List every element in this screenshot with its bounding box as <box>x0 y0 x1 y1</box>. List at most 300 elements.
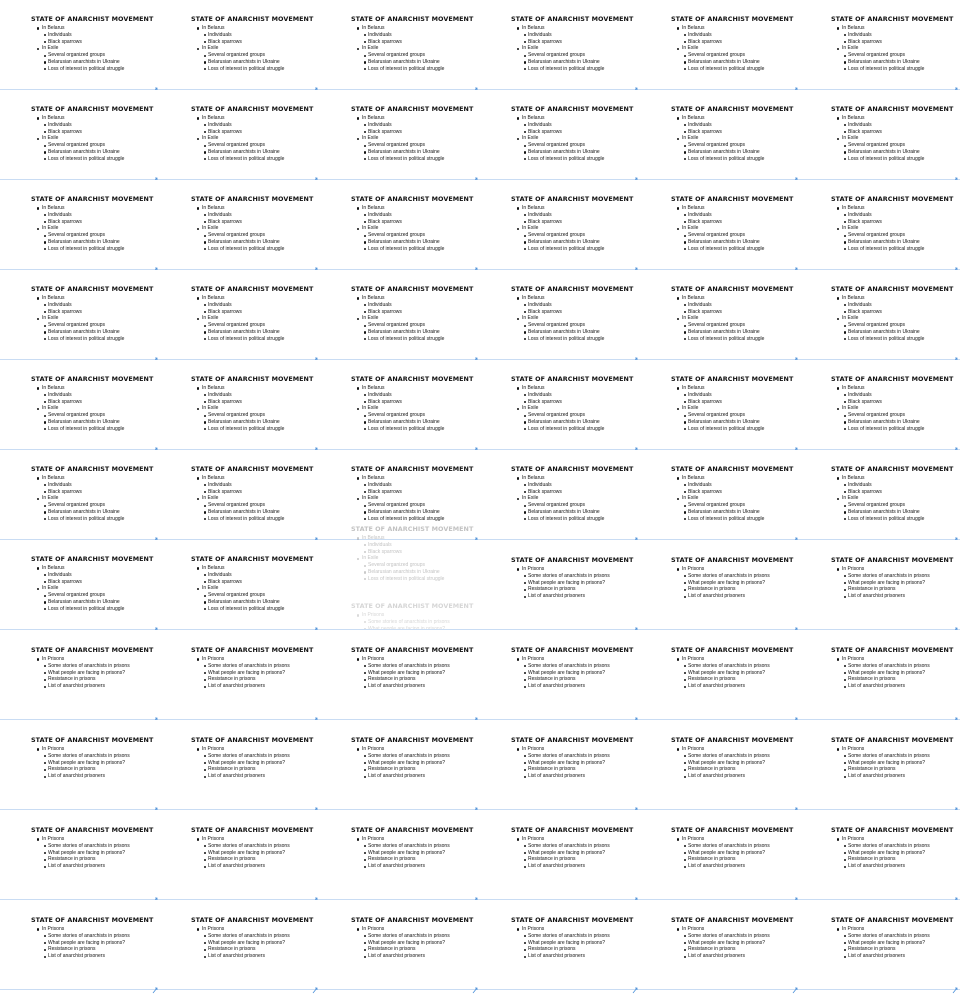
slide-title: STATE OF ANARCHIST MOVEMENT <box>831 465 954 473</box>
link-mark-icon <box>792 261 798 268</box>
slide-thumbnail[interactable] <box>480 360 640 450</box>
slide-thumbnail[interactable] <box>480 450 640 540</box>
slide-thumbnail[interactable] <box>640 630 800 720</box>
slide-thumbnail[interactable] <box>160 450 320 540</box>
bullet-list <box>191 295 319 343</box>
link-mark-icon <box>152 801 158 808</box>
slide-divider <box>0 989 160 990</box>
slide-thumbnail[interactable] <box>480 180 640 270</box>
sub-bullet-item: What people are facing in prisons? <box>42 670 159 677</box>
sub-bullet-item: What people are facing in prisons? <box>362 850 479 857</box>
sub-bullet-list <box>202 502 319 522</box>
sub-bullet-item: Some stories of anarchists in prisons <box>842 753 959 760</box>
slide-thumbnail[interactable] <box>640 0 800 90</box>
sub-bullet-item: Loss of interest in political struggle <box>362 576 479 583</box>
sub-bullet-item: Loss of interest in political struggle <box>362 336 479 343</box>
slide-thumbnail[interactable] <box>480 540 640 630</box>
sub-bullet-item: Black sparrows <box>42 489 159 496</box>
slide-thumbnail[interactable] <box>320 900 480 990</box>
link-mark-icon <box>952 81 958 88</box>
slide-thumbnail[interactable] <box>320 270 480 360</box>
slide-thumbnail[interactable] <box>800 360 960 450</box>
sub-bullet-list <box>362 482 479 496</box>
sub-bullet-list <box>202 142 319 162</box>
sub-bullet-item: Individuals <box>202 302 319 309</box>
slide-content <box>831 916 959 960</box>
sub-bullet-item: Individuals <box>42 392 159 399</box>
bullet-list <box>31 385 159 433</box>
slide-content <box>351 736 479 780</box>
sub-bullet-list <box>362 122 479 136</box>
slide-thumbnail[interactable] <box>640 540 800 630</box>
bullet-label: In Prisons <box>362 656 385 662</box>
bullet-list <box>191 656 319 690</box>
bullet-item <box>191 565 319 585</box>
sub-bullet-item: What people are facing in prisons? <box>682 670 799 677</box>
sub-bullet-list <box>362 232 479 252</box>
slide-thumbnail[interactable] <box>160 630 320 720</box>
sub-bullet-list <box>682 122 799 136</box>
sub-bullet-item: Some stories of anarchists in prisons <box>42 753 159 760</box>
slide-content <box>31 465 159 523</box>
sub-bullet-item: Several organized groups <box>362 562 479 569</box>
bullet-label: In Exile <box>842 495 859 502</box>
bullet-label: In Belarus <box>42 205 65 211</box>
bullet-list <box>671 25 799 73</box>
bullet-label: In Exile <box>202 45 219 52</box>
sub-bullet-item: Individuals <box>42 572 159 579</box>
slide-thumbnail[interactable] <box>0 270 160 360</box>
sub-bullet-item: List of anarchist prisoners <box>842 953 959 960</box>
bullet-item <box>31 25 159 45</box>
sub-bullet-item: Several organized groups <box>362 322 479 329</box>
sub-bullet-item: Individuals <box>362 542 479 549</box>
slide-thumbnail[interactable] <box>0 900 160 990</box>
bullet-list <box>351 475 479 523</box>
slide-thumbnail[interactable] <box>640 360 800 450</box>
sub-bullet-list <box>522 392 639 406</box>
slide-thumbnail[interactable] <box>800 630 960 720</box>
sub-bullet-item: Belarusian anarchists in Ukraine <box>842 509 959 516</box>
sub-bullet-item: Resistance in prisons <box>682 676 799 683</box>
slide-content <box>191 15 319 73</box>
sub-bullet-list <box>842 412 959 432</box>
link-mark-icon <box>312 621 318 628</box>
slide-thumbnail[interactable] <box>640 270 800 360</box>
link-mark-icon <box>312 351 318 358</box>
slide-thumbnail[interactable] <box>320 525 480 630</box>
slide-thumbnail[interactable] <box>160 720 320 810</box>
bullet-item <box>191 926 319 960</box>
slide-content <box>351 525 479 583</box>
sub-bullet-item: Resistance in prisons <box>682 946 799 953</box>
bullet-item <box>351 115 479 135</box>
slide-thumbnail[interactable] <box>0 630 160 720</box>
slide-thumbnail[interactable] <box>640 720 800 810</box>
sub-bullet-list <box>42 572 159 586</box>
bullet-label: In Exile <box>842 225 859 232</box>
sub-bullet-item: Loss of interest in political struggle <box>362 426 479 433</box>
bullet-label: In Belarus <box>682 205 705 211</box>
slide-thumbnail[interactable] <box>480 900 640 990</box>
sub-bullet-item: Resistance in prisons <box>202 946 319 953</box>
link-mark-icon <box>952 891 958 898</box>
slide-thumbnail[interactable] <box>0 540 160 630</box>
slide-title: STATE OF ANARCHIST MOVEMENT <box>511 736 634 744</box>
slide-thumbnail[interactable] <box>0 180 160 270</box>
slide-thumbnail[interactable] <box>160 180 320 270</box>
slide-title: STATE OF ANARCHIST MOVEMENT <box>31 555 154 563</box>
bullet-list <box>671 115 799 163</box>
link-mark-icon <box>472 261 478 268</box>
bullet-label: In Belarus <box>362 205 385 211</box>
bullet-item <box>31 836 159 870</box>
bullet-label: In Exile <box>362 555 379 562</box>
bullet-item <box>671 205 799 225</box>
bullet-list <box>831 836 959 870</box>
link-mark-icon <box>472 891 478 898</box>
sub-bullet-list <box>202 753 319 780</box>
sub-bullet-list <box>42 592 159 612</box>
bullet-item <box>191 225 319 252</box>
slide-title: STATE OF ANARCHIST MOVEMENT <box>671 285 794 293</box>
link-mark-icon <box>632 711 638 718</box>
slide-thumbnail[interactable] <box>800 0 960 90</box>
slide-thumbnail[interactable] <box>320 360 480 450</box>
link-mark-icon <box>472 441 478 448</box>
sub-bullet-item: Several organized groups <box>682 412 799 419</box>
sub-bullet-list <box>362 502 479 522</box>
slide-thumbnail[interactable] <box>800 720 960 810</box>
slide-content <box>671 15 799 73</box>
slide-thumbnail[interactable] <box>640 810 800 900</box>
bullet-label: In Exile <box>362 225 379 232</box>
bullet-label: In Belarus <box>42 385 65 391</box>
sub-bullet-item: What people are facing in prisons? <box>202 760 319 767</box>
sub-bullet-item: Individuals <box>842 32 959 39</box>
bullet-item <box>191 656 319 690</box>
bullet-item <box>351 205 479 225</box>
slide-title: STATE OF ANARCHIST MOVEMENT <box>351 465 474 473</box>
sub-bullet-list <box>842 122 959 136</box>
slide-thumbnail[interactable] <box>160 540 320 630</box>
bullet-label: In Exile <box>842 315 859 322</box>
bullet-item <box>511 746 639 780</box>
sub-bullet-list <box>682 392 799 406</box>
sub-bullet-item: Loss of interest in political struggle <box>42 516 159 523</box>
bullet-item <box>191 475 319 495</box>
bullet-item <box>831 315 959 342</box>
bullet-item <box>31 926 159 960</box>
sub-bullet-list <box>42 933 159 960</box>
slide-thumbnail[interactable] <box>160 90 320 180</box>
bullet-item <box>351 836 479 870</box>
sub-bullet-item: What people are facing in prisons? <box>682 760 799 767</box>
sub-bullet-item: What people are facing in prisons? <box>682 850 799 857</box>
slide-content <box>31 916 159 960</box>
slide-thumbnail[interactable] <box>0 450 160 540</box>
sub-bullet-item: Resistance in prisons <box>842 856 959 863</box>
slide-title: STATE OF ANARCHIST MOVEMENT <box>31 916 154 924</box>
slide-content <box>511 556 639 600</box>
slide-thumbnail[interactable] <box>0 810 160 900</box>
sub-bullet-item: Several organized groups <box>42 142 159 149</box>
sub-bullet-item: Black sparrows <box>522 309 639 316</box>
sub-bullet-item: What people are facing in prisons? <box>842 580 959 587</box>
slide-thumbnail[interactable] <box>480 810 640 900</box>
sub-bullet-item: Several organized groups <box>842 322 959 329</box>
slide-thumbnail[interactable] <box>640 450 800 540</box>
sub-bullet-item: Belarusian anarchists in Ukraine <box>522 419 639 426</box>
slide-title: STATE OF ANARCHIST MOVEMENT <box>671 646 794 654</box>
bullet-label: In Exile <box>522 135 539 142</box>
sub-bullet-item: Loss of interest in political struggle <box>842 66 959 73</box>
sub-bullet-item: Black sparrows <box>362 489 479 496</box>
bullet-list <box>671 566 799 600</box>
bullet-item <box>191 135 319 162</box>
slide-thumbnail[interactable] <box>800 90 960 180</box>
bullet-label: In Exile <box>202 405 219 412</box>
bullet-label: In Belarus <box>522 295 545 301</box>
sub-bullet-item: Individuals <box>682 392 799 399</box>
sub-bullet-item: Several organized groups <box>682 322 799 329</box>
sub-bullet-item: Individuals <box>682 212 799 219</box>
slide-thumbnail[interactable] <box>160 900 320 990</box>
slide-thumbnail[interactable] <box>320 630 480 720</box>
sub-bullet-list <box>42 843 159 870</box>
sub-bullet-list <box>202 302 319 316</box>
slide-content <box>351 916 479 960</box>
slide-title: STATE OF ANARCHIST MOVEMENT <box>511 646 634 654</box>
link-mark-icon <box>632 621 638 628</box>
slide-thumbnail[interactable] <box>800 540 960 630</box>
bullet-item <box>831 495 959 522</box>
slide-title: STATE OF ANARCHIST MOVEMENT <box>191 15 314 23</box>
slide-content <box>351 646 479 690</box>
slide-thumbnail[interactable] <box>480 720 640 810</box>
bullet-list <box>31 746 159 780</box>
sub-bullet-item: Resistance in prisons <box>522 766 639 773</box>
bullet-list <box>31 115 159 163</box>
bullet-label: In Prisons <box>202 746 225 752</box>
bullet-list <box>511 205 639 253</box>
sub-bullet-item: What people are facing in prisons? <box>842 940 959 947</box>
sub-bullet-item: Resistance in prisons <box>682 766 799 773</box>
sub-bullet-list <box>682 482 799 496</box>
slide-content <box>191 916 319 960</box>
link-mark-icon <box>152 531 158 538</box>
sub-bullet-item: Resistance in prisons <box>362 946 479 953</box>
bullet-label: In Exile <box>42 495 59 502</box>
bullet-item <box>351 315 479 342</box>
sub-bullet-list <box>842 843 959 870</box>
sub-bullet-item: Black sparrows <box>202 579 319 586</box>
bullet-label: In Belarus <box>362 475 385 481</box>
sub-bullet-list <box>202 482 319 496</box>
bullet-item <box>831 836 959 870</box>
slide-thumbnail[interactable] <box>0 720 160 810</box>
bullet-label: In Exile <box>202 135 219 142</box>
slide-thumbnail[interactable] <box>160 0 320 90</box>
link-mark-icon <box>312 261 318 268</box>
sub-bullet-item: Several organized groups <box>522 412 639 419</box>
slide-title: STATE OF ANARCHIST MOVEMENT <box>671 105 794 113</box>
slide-thumbnail[interactable] <box>800 270 960 360</box>
sub-bullet-item: Belarusian anarchists in Ukraine <box>362 149 479 156</box>
sub-bullet-item: Loss of interest in political struggle <box>842 516 959 523</box>
slide-title: STATE OF ANARCHIST MOVEMENT <box>831 285 954 293</box>
bullet-item <box>511 385 639 405</box>
bullet-item <box>191 746 319 780</box>
sub-bullet-list <box>362 542 479 556</box>
bullet-label: In Exile <box>682 315 699 322</box>
sub-bullet-item: Black sparrows <box>842 309 959 316</box>
sub-bullet-item: Several organized groups <box>682 142 799 149</box>
slide-thumbnail[interactable] <box>800 450 960 540</box>
slide-thumbnail[interactable] <box>320 0 480 90</box>
slide-content <box>671 826 799 870</box>
sub-bullet-list <box>42 482 159 496</box>
sub-bullet-item: Several organized groups <box>202 412 319 419</box>
bullet-item <box>511 135 639 162</box>
slide-content <box>191 555 319 613</box>
sub-bullet-list <box>682 212 799 226</box>
slide-thumbnail[interactable] <box>0 90 160 180</box>
slide-thumbnail[interactable] <box>0 0 160 90</box>
slide-title: STATE OF ANARCHIST MOVEMENT <box>31 195 154 203</box>
sub-bullet-item: Resistance in prisons <box>842 766 959 773</box>
sub-bullet-list <box>202 933 319 960</box>
sub-bullet-item: Several organized groups <box>842 232 959 239</box>
slide-title: STATE OF ANARCHIST MOVEMENT <box>351 195 474 203</box>
bullet-item <box>671 405 799 432</box>
sub-bullet-item: Some stories of anarchists in prisons <box>522 663 639 670</box>
slide-content <box>511 826 639 870</box>
bullet-item <box>351 295 479 315</box>
sub-bullet-list <box>202 412 319 432</box>
sub-bullet-item: Resistance in prisons <box>42 856 159 863</box>
sub-bullet-list <box>362 392 479 406</box>
sub-bullet-item: Several organized groups <box>42 52 159 59</box>
bullet-label: In Prisons <box>42 746 65 752</box>
bullet-label: In Prisons <box>202 656 225 662</box>
link-mark-icon <box>312 801 318 808</box>
sub-bullet-list <box>362 412 479 432</box>
sub-bullet-item: Black sparrows <box>682 489 799 496</box>
bullet-list <box>831 385 959 433</box>
sub-bullet-item: Belarusian anarchists in Ukraine <box>522 329 639 336</box>
slide-title: STATE OF ANARCHIST MOVEMENT <box>351 826 474 834</box>
bullet-label: In Belarus <box>682 25 705 31</box>
sub-bullet-list <box>202 122 319 136</box>
bullet-list <box>671 205 799 253</box>
sub-bullet-item: Black sparrows <box>42 219 159 226</box>
sub-bullet-item: Belarusian anarchists in Ukraine <box>202 599 319 606</box>
slide-thumbnail[interactable] <box>480 630 640 720</box>
sub-bullet-item: Individuals <box>362 122 479 129</box>
sub-bullet-item: Individuals <box>202 482 319 489</box>
bullet-label: In Prisons <box>522 746 545 752</box>
bullet-list <box>351 385 479 433</box>
slide-title: STATE OF ANARCHIST MOVEMENT <box>191 826 314 834</box>
sub-bullet-list <box>522 753 639 780</box>
slide-title: STATE OF ANARCHIST MOVEMENT <box>191 555 314 563</box>
slide-thumbnail[interactable] <box>320 180 480 270</box>
sub-bullet-list <box>522 412 639 432</box>
bullet-item <box>671 225 799 252</box>
sub-bullet-item: List of anarchist prisoners <box>202 953 319 960</box>
slide-thumbnail[interactable] <box>160 270 320 360</box>
slide-thumbnail[interactable] <box>160 360 320 450</box>
bullet-item <box>831 746 959 780</box>
bullet-label: In Prisons <box>682 746 705 752</box>
sub-bullet-list <box>842 573 959 600</box>
bullet-label: In Prisons <box>42 656 65 662</box>
link-mark-icon <box>312 891 318 898</box>
slide-title: STATE OF ANARCHIST MOVEMENT <box>351 525 474 533</box>
bullet-list <box>831 926 959 960</box>
slide-thumbnail[interactable] <box>640 90 800 180</box>
bullet-list <box>191 475 319 523</box>
link-mark-icon <box>312 711 318 718</box>
slide-thumbnail[interactable] <box>640 900 800 990</box>
bullet-item <box>511 656 639 690</box>
slide-thumbnail[interactable] <box>480 0 640 90</box>
slide-content <box>671 285 799 343</box>
bullet-list <box>191 926 319 960</box>
slide-title: STATE OF ANARCHIST MOVEMENT <box>191 916 314 924</box>
sub-bullet-item: Belarusian anarchists in Ukraine <box>522 59 639 66</box>
slide-content <box>831 285 959 343</box>
sub-bullet-list <box>362 933 479 960</box>
sub-bullet-list <box>42 502 159 522</box>
slide-thumbnail[interactable] <box>800 810 960 900</box>
sub-bullet-item: Several organized groups <box>362 232 479 239</box>
slide-thumbnail[interactable] <box>480 90 640 180</box>
slide-thumbnail[interactable] <box>320 720 480 810</box>
sub-bullet-item: Some stories of anarchists in prisons <box>42 843 159 850</box>
slide-content <box>831 195 959 253</box>
sub-bullet-item: Loss of interest in political struggle <box>202 66 319 73</box>
sub-bullet-item: Some stories of anarchists in prisons <box>202 843 319 850</box>
bullet-item <box>511 295 639 315</box>
slide-thumbnail[interactable] <box>800 900 960 990</box>
slide-thumbnail[interactable] <box>160 810 320 900</box>
slide-thumbnail[interactable] <box>480 270 640 360</box>
bullet-label: In Exile <box>682 45 699 52</box>
slide-content <box>191 105 319 163</box>
bullet-label: In Exile <box>362 315 379 322</box>
slide-thumbnail[interactable] <box>640 180 800 270</box>
sub-bullet-item: What people are facing in prisons? <box>522 940 639 947</box>
slide-thumbnail[interactable] <box>800 180 960 270</box>
bullet-item <box>831 385 959 405</box>
sub-bullet-item: What people are facing in prisons? <box>842 760 959 767</box>
sub-bullet-item: Resistance in prisons <box>362 676 479 683</box>
slide-thumbnail[interactable] <box>320 90 480 180</box>
sub-bullet-item: Belarusian anarchists in Ukraine <box>202 419 319 426</box>
sub-bullet-item: Black sparrows <box>842 399 959 406</box>
slide-thumbnail[interactable] <box>0 360 160 450</box>
bullet-list <box>831 566 959 600</box>
bullet-label: In Exile <box>682 135 699 142</box>
slide-thumbnail[interactable] <box>320 810 480 900</box>
bullet-item <box>671 45 799 72</box>
sub-bullet-item: Loss of interest in political struggle <box>682 246 799 253</box>
sub-bullet-item: List of anarchist prisoners <box>682 683 799 690</box>
sub-bullet-list <box>682 232 799 252</box>
bullet-label: In Prisons <box>362 746 385 752</box>
